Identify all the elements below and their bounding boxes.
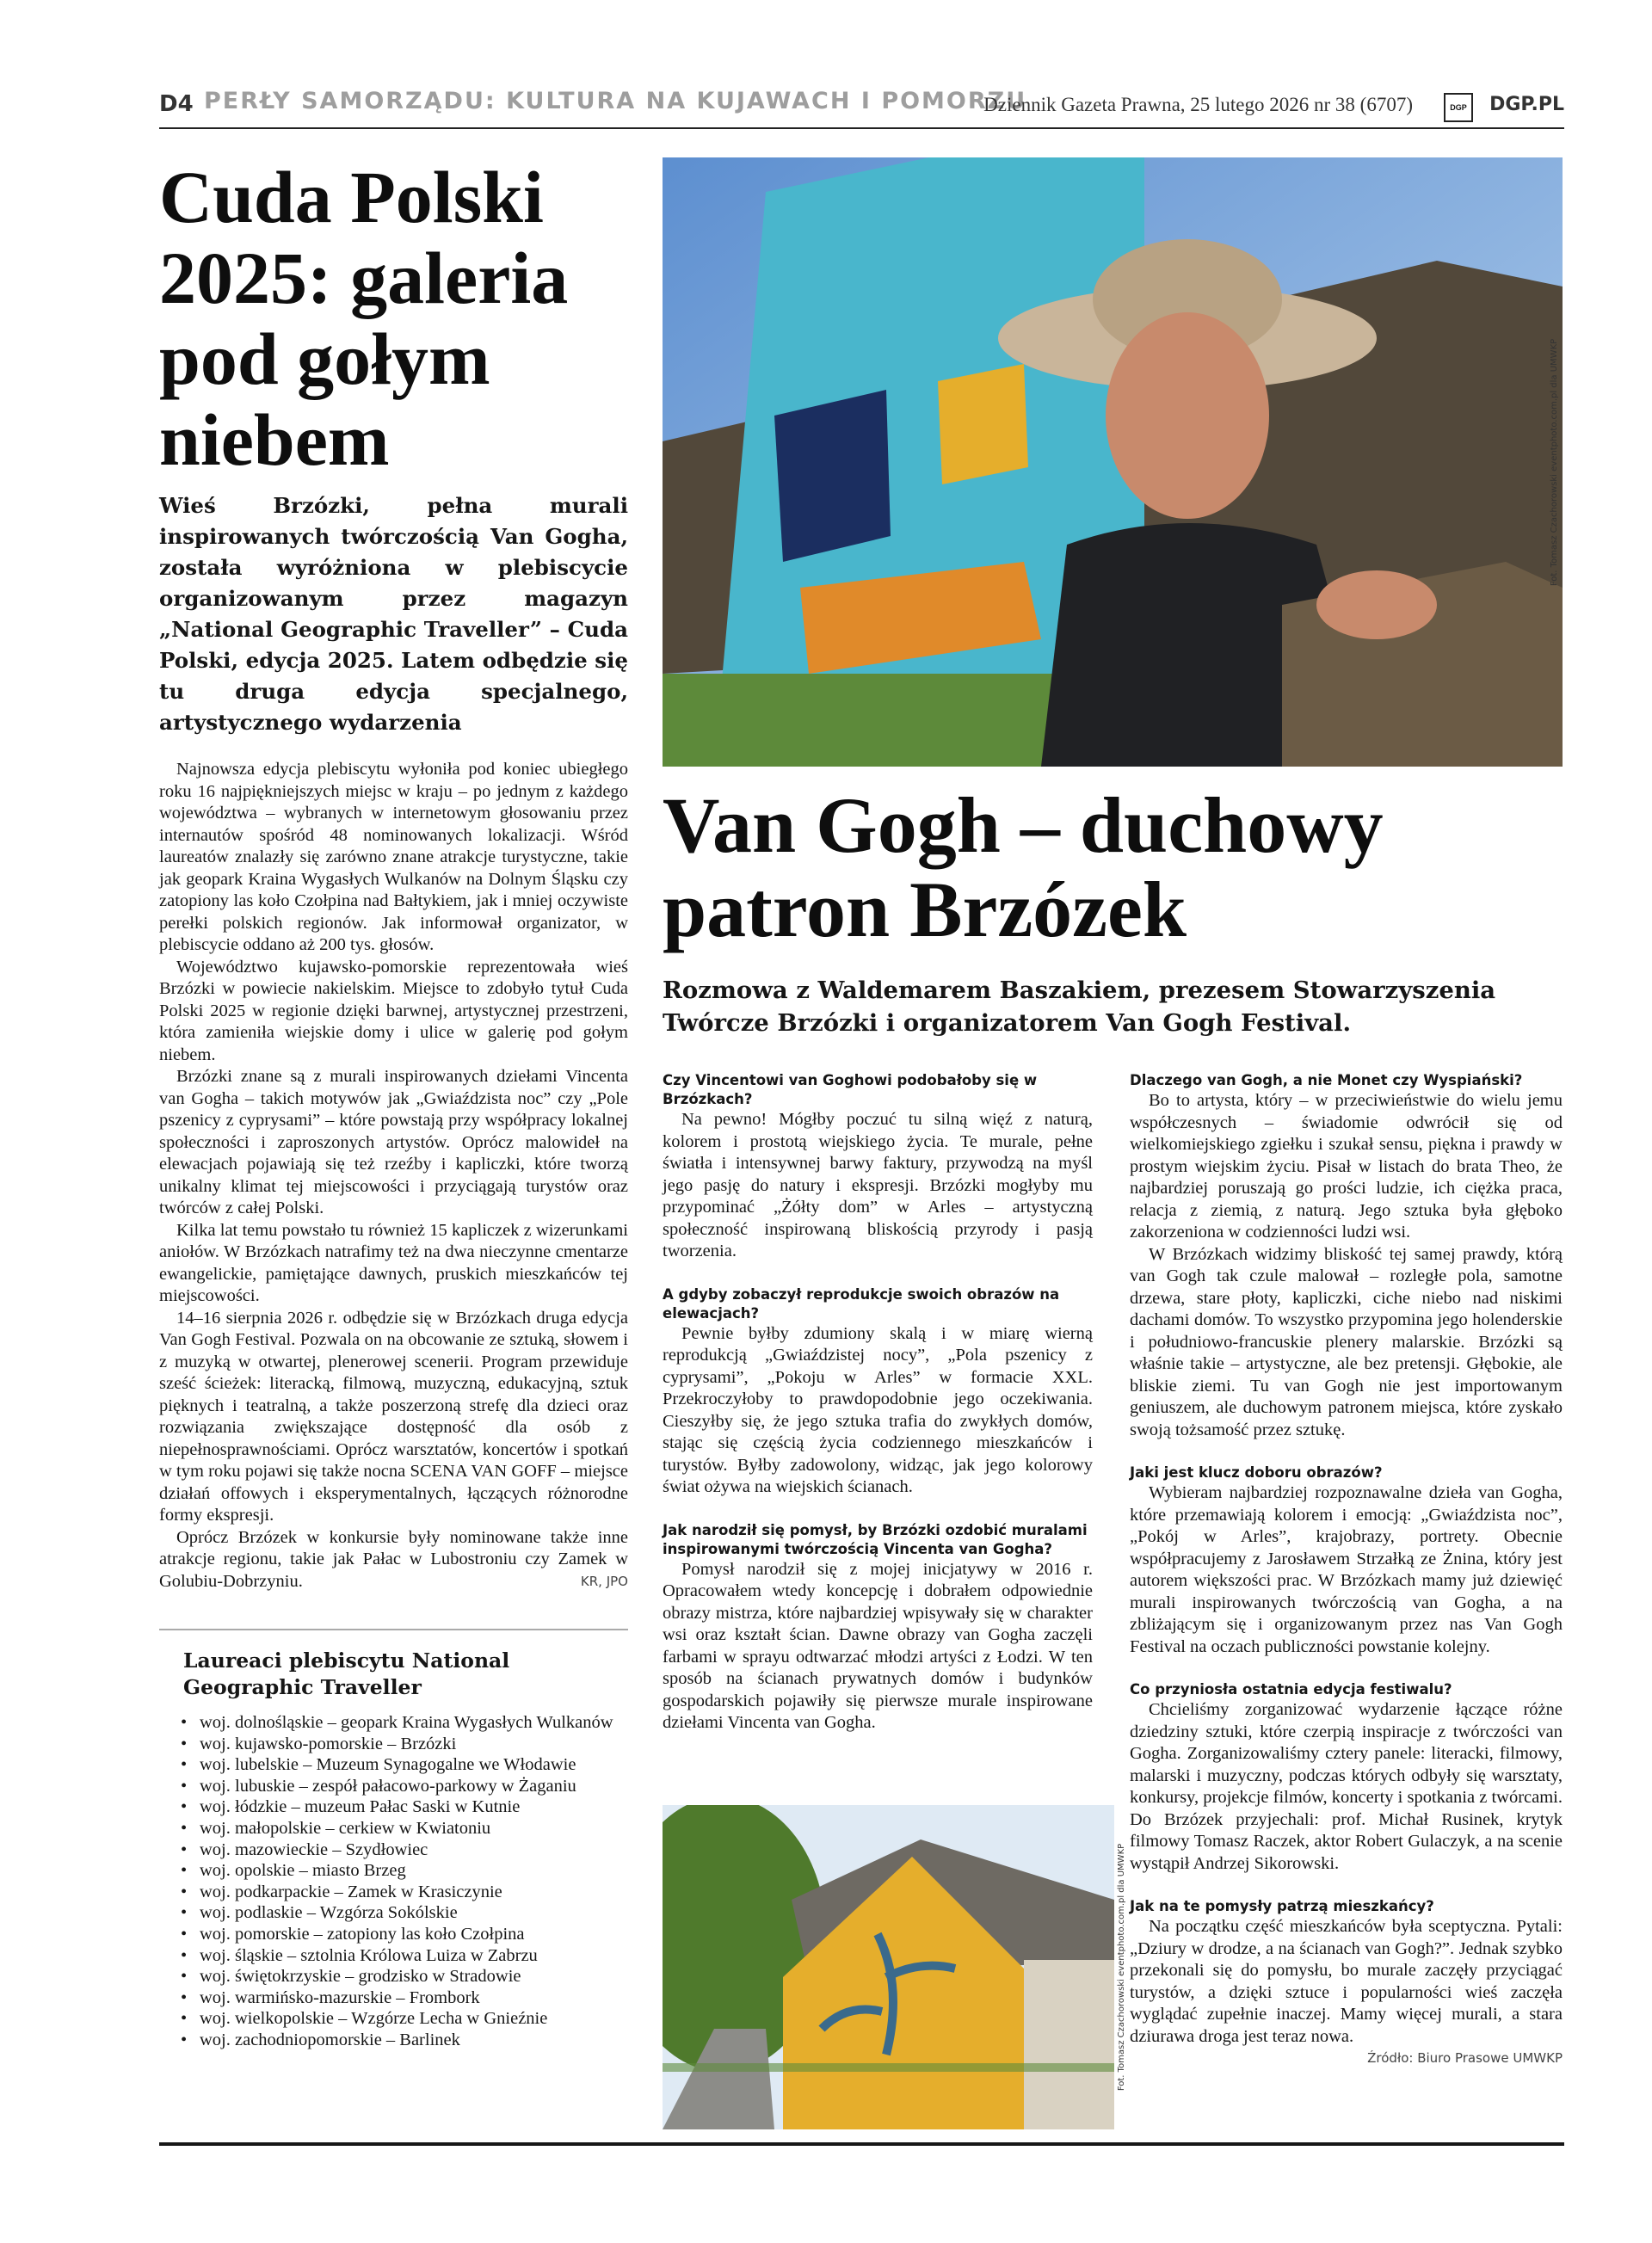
list-item: • woj. mazowieckie – Szydłowiec	[181, 1839, 628, 1861]
list-item: • woj. wielkopolskie – Wzgórze Lecha w Gnieźnie	[181, 2008, 628, 2030]
footer-rule	[159, 2142, 1564, 2146]
mural-window	[774, 390, 891, 562]
portrait-illustration	[663, 157, 1563, 767]
interview-answer: Chcieliśmy zorganizować wydarzenie łączące różne dziedziny sztuki, które czerpią inspiracje z twórczości van Gogha. Zorganizowaliśmy cztery panele: literacki, filmowy, malarski i muzyczny, podczas których odbyły się warsztaty, konkursy, projekcje filmów, koncerty i spotkania z twórcami. Do Brzózek przyjechali: prof. Michał Rusinek, krytyk filmowy Tomasz Raczek, aktor Robert Gulaczyk, a na scenie wystąpił Andrzej Sikorowski.	[1130, 1700, 1563, 1873]
mural-house-illustration	[663, 1805, 1114, 2129]
paragraph: Kilka lat temu powstało tu również 15 kapliczek z wizerunkami aniołów. W Brzózkach natrafimy też na dwa nieczynne cmentarze ewangelickie, pamiętające dawnych, pruskich mieszkańców tej miejscowości.	[159, 1220, 628, 1305]
hand	[1316, 570, 1437, 639]
mural-house-photo	[663, 1805, 1114, 2129]
interview-question: Dlaczego van Gogh, a nie Monet czy Wyspiański?	[1130, 1072, 1523, 1088]
house-side	[1024, 1960, 1114, 2129]
interview-answer: Na pewno! Mógłby poczuć tu silną więź z naturą, kolorem i prostotą wiejskiego życia. Te murale, pełne światła i intensywnej barwy faktury, przywodzą na myśl jego pasję do natury i ekspresji. Brzózki mogłyby mu przypominać „Żółty dom” w Arles – artystyczną społeczność inspirowaną bliskością przyrody i pasją tworzenia.	[663, 1110, 1093, 1260]
paragraph: Brzózki znane są z murali inspirowanych dziełami Vincenta van Gogha – takich motywów jak „Gwiaździsta noc” czy „Pole pszenicy z cyprysami” – które powstają przy współpracy lokalnej społeczności i zaproszonych artystów. Oprócz malowideł na elewacjach pojawiają się też rzeźby i kapliczki, które tworzą unikalny klimat tej miejscowości i przyciągają turystów oraz twórców z całej Polski.	[159, 1067, 628, 1217]
grass-strip	[663, 2063, 1114, 2072]
list-item: • woj. śląskie – sztolnia Królowa Luiza w Zabrzu	[181, 1945, 628, 1967]
page-header	[159, 86, 1564, 124]
section-title: PERŁY SAMORZĄDU: KULTURA NA KUJAWACH I POMORZU	[204, 88, 1027, 114]
paragraph: Najnowsza edycja plebiscytu wyłoniła pod koniec ubiegłego roku 16 najpiękniejszych miejsc w kraju – po jednym z każdego województwa – wybranych w internetowym głosowaniu przez internautów spośród 48 nominowanych lokalizacji. Wśród laureatów znalazły się zarówno znane atrakcje turystyczne, takie jak geopark Kraina Wygasłych Wulkanów na Dolnym Śląsku czy zatopiony las koło Czołpina nad Bałtykiem, jak i mniej oczywiste perełki polskich regionów. Jak informował organizator, w plebiscycie oddano aż 200 tys. głosów.	[159, 760, 628, 954]
left-article-body	[159, 759, 628, 1593]
laureates-box-title: Laureaci plebiscytu National Geographic Traveller	[183, 1648, 510, 1699]
list-item: • woj. podkarpackie – Zamek w Krasiczynie	[181, 1882, 628, 1903]
box-divider	[159, 1629, 628, 1630]
interview-question: Jaki jest klucz doboru obrazów?	[1130, 1464, 1383, 1481]
paragraph-text: Oprócz Brzózek w konkursie były nominowane także inne atrakcje regionu, takie jak Pałac w Lubostroniu czy Zamek w Golubiu-Dobrzyniu.	[159, 1527, 628, 1591]
interview-question: Jak na te pomysły patrzą mieszkańcy?	[1130, 1898, 1434, 1914]
author-signature: KR, JPO	[580, 1573, 628, 1589]
interview-column-1	[663, 1071, 1093, 1735]
paragraph	[159, 1527, 628, 1593]
interview-title: Van Gogh – duchowy patron Brzózek	[663, 781, 1384, 953]
interview-answer: Wybieram najbardziej rozpoznawalne dzieła van Gogha, które przemawiają kolorem i emocją: „Gwiaździsta noc”, „Pokój w Arles”, krajobrazy, portrety. Obecnie współpracujemy z Jarosławem Strzałką ze Żnina, który jest autorem większości prac. W Brzózkach mamy już dziewięć murali inspirowanych twórczością van Gogha, a na zbliżającym się i organizowanym przez nas Van Gogh Festival na oczach publiczności powstanie kolejny.	[1130, 1483, 1563, 1656]
left-article-title: Cuda Polski 2025: galeria pod gołym niebem	[159, 156, 569, 481]
list-item: • woj. kujawsko-pomorskie – Brzózki	[181, 1734, 628, 1755]
site-link[interactable]: DGP.PL	[1489, 94, 1564, 115]
interview-answer: Na początku część mieszkańców była sceptyczna. Pytali: „Dziury w drodze, a na ścianach van Gogh?”. Jednak szybko przekonali się do pomysłu, bo murale zaczęły przyciągać turystów, a dzięki sztuce i popularności wieś zaczęła wyglądać zupełnie inaczej. Mamy więcej murali, a stara dziurawa droga jest teraz nowa.	[1130, 1917, 1563, 2046]
publication-info: Dziennik Gazeta Prawna, 25 lutego 2026 nr 38 (6707)	[983, 94, 1413, 115]
list-item: • woj. lubuskie – zespół pałacowo-parkowy w Żaganiu	[181, 1776, 628, 1797]
list-item: • woj. łódzkie – muzeum Pałac Saski w Kutnie	[181, 1796, 628, 1818]
list-item: • woj. opolskie – miasto Brzeg	[181, 1860, 628, 1882]
list-item: • woj. zachodniopomorskie – Barlinek	[181, 2030, 628, 2051]
photo-credit: Fot. Tomasz Czachorowski eventphoto.com.pl dla UMWKP	[1117, 1843, 1127, 2092]
face	[1106, 312, 1269, 519]
interview-subtitle: Rozmowa z Waldemarem Baszakiem, prezesem Stowarzyszenia Twórcze Brzózki i organizatorem Van Gogh Festival.	[663, 977, 1496, 1037]
interview-question: Jak narodził się pomysł, by Brzózki ozdobić muralami inspirowanymi twórczością Vincenta van Gogha?	[663, 1521, 1088, 1557]
paragraph: 14–16 sierpnia 2026 r. odbędzie się w Brzózkach druga edycja Van Gogh Festival. Pozwala on na obcowanie ze sztuką, słowem i z muzyką w otwartej, plenerowej scenerii. Program przewiduje sześć ścieżek: literacką, filmową, muzyczną, edukacyjną, sztuk pięknych i teatralną, a także poszerzoną strefę dla dzieci oraz rozwiązania zwiększające dostępność dla osób z niepełnosprawnościami. Oprócz warsztatów, koncertów i spotkań w tym roku pojawi się także nocna SCENA VAN GOFF – miejsce działań offowych i eksperymentalnych, łączących różnorodne formy ekspresji.	[159, 1308, 628, 1525]
mural-panel	[938, 364, 1028, 484]
interview-answer: Pomysł narodził się z mojej inicjatywy w 2016 r. Opracowałem wtedy koncepcję i dobrałem odpowiednie obrazy mistrza, które najbardziej wpisywały się w charakter wsi oraz kształt ścian. Dawne obrazy van Gogha zaczęli farbami w sprayu odtwarzać młodzi artyści z Łodzi. W ten sposób na ścianach prywatnych domów i budynków gospodarskich pojawiły się pierwsze murale inspirowane dziełami Vincenta van Gogha.	[663, 1559, 1093, 1732]
source-note: Źródło: Biuro Prasowe UMWKP	[1367, 2050, 1563, 2066]
list-item: • woj. dolnośląskie – geopark Kraina Wygasłych Wulkanów	[181, 1712, 628, 1734]
list-item: • woj. małopolskie – cerkiew w Kwiatoniu	[181, 1818, 628, 1839]
interview-question: A gdyby zobaczył reprodukcje swoich obrazów na elewacjach?	[663, 1285, 1060, 1322]
interview-question: Co przyniosła ostatnia edycja festiwalu?	[1130, 1681, 1452, 1698]
photo-credit: Fot. Tomasz Czachorowski eventphoto.com.pl dla UMWKP	[1550, 338, 1560, 586]
left-article-lead: Wieś Brzózki, pełna murali inspirowanych twórczością Van Gogha, została wyróżniona w plebiscycie organizowanym przez magazyn „National Geographic Traveller” – Cuda Polski, edycja 2025. Latem odbędzie się tu druga edycja specjalnego, artystycznego wydarzenia	[159, 493, 628, 735]
interview-answer: Bo to artysta, który – w przeciwieństwie do wielu jemu współczesnych – świadomie odwrócił się od wielkomiejskiego zgiełku i szukał sensu, piękna i prawdy w prostym wiejskim życiu. Pisał w listach do brata Theo, że najbardziej poruszają go prości ludzie, ich ciężka praca, relacja z ziemią, z naturą. Jego sztuka była głęboko zakorzeniona w codzienności ludzi wsi.	[1130, 1091, 1563, 1242]
interview-answer: W Brzózkach widzimy bliskość tej samej prawdy, którą van Gogh tak czule malował – rozległe pola, samotne drzewa, stare płoty, kapliczki, ciche niebo nad niskimi dachami domów. To wszystko przypomina jego holenderskie i południowo-francuskie plenery malarskie. Brzózki są właśnie takie – artystyczne, ale bez pretensji. Głębokie, ale bliskie ziemi. Tu van Gogh nie jest importowanym geniuszem, ale duchowym patronem miejsca, które zyskało swoją tożsamość przez sztukę.	[1130, 1244, 1563, 1439]
laureates-list	[181, 1712, 628, 2051]
interview-column-2	[1130, 1071, 1563, 2070]
list-item: • woj. świętokrzyskie – grodzisko w Stradowie	[181, 1966, 628, 1987]
page-number: D4	[159, 91, 194, 117]
list-item: • woj. podlaskie – Wzgórza Sokólskie	[181, 1902, 628, 1924]
list-item: • woj. warmińsko-mazurskie – Frombork	[181, 1987, 628, 2009]
list-item: • woj. lubelskie – Muzeum Synagogalne we Włodawie	[181, 1754, 628, 1776]
header-rule	[159, 127, 1564, 129]
dgp-logo: DGP	[1444, 93, 1473, 122]
interview-answer: Pewnie byłby zdumiony skalą i w miarę wierną reprodukcją „Gwiaździstej nocy”, „Pola pszenicy z cyprysami”, „Pokoju w Arles” w formacie XXL. Przekroczyłoby to prawdopodobnie jego oczekiwania. Cieszyłby się, że jego sztuka trafia do zwykłych domów, stając się częścią życia codziennego mieszkańców i turystów. Byłby zadowolony, widząc, jak jego kolorowy świat ożywa na wiejskich ścianach.	[663, 1323, 1093, 1496]
interview-question: Czy Vincentowi van Goghowi podobałoby się w Brzózkach?	[663, 1072, 1038, 1107]
list-item: • woj. pomorskie – zatopiony las koło Czołpina	[181, 1924, 628, 1945]
paragraph: Województwo kujawsko-pomorskie reprezentowała wieś Brzózki w powiecie nakielskim. Miejsce to zdobyło tytuł Cuda Polski 2025 w regionie dzięki barwnej, artystycznej przestrzeni, która zamieniła wiejskie domy i ulice w galerię pod gołym niebem.	[159, 957, 628, 1064]
portrait-photo	[663, 157, 1563, 767]
